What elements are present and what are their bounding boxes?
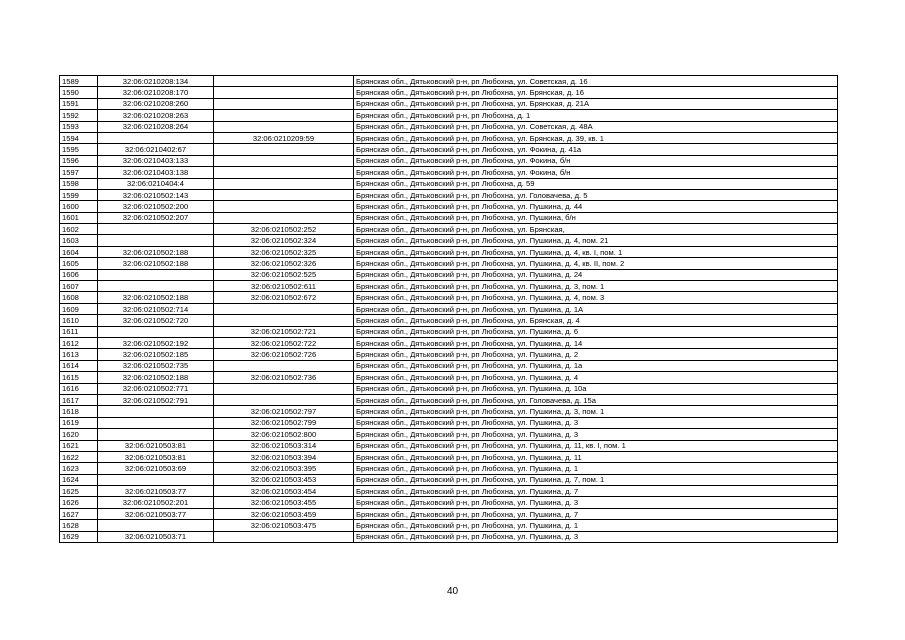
address-cell: Брянская обл., Дятьковский р-н, рп Любохна, ул. Пушкина, д. 44 — [354, 201, 838, 212]
address-cell: Брянская обл., Дятьковский р-н, рп Любохна, ул. Пушкина, д. 3, пом. 1 — [354, 281, 838, 292]
cadastral-number-cell: 32:06:0210503:77 — [98, 508, 214, 519]
cadastral-number-cell: 32:06:0210208:263 — [98, 110, 214, 121]
address-cell: Брянская обл., Дятьковский р-н, рп Любохна, ул. Пушкина, д. 2 — [354, 349, 838, 360]
row-number-cell: 1625 — [60, 486, 98, 497]
address-cell: Брянская обл., Дятьковский р-н, рп Любохна, ул. Пушкина, д. 4, пом. 21 — [354, 235, 838, 246]
row-number-cell: 1603 — [60, 235, 98, 246]
row-number-cell: 1624 — [60, 474, 98, 485]
row-number-cell: 1607 — [60, 281, 98, 292]
table-row — [60, 508, 838, 519]
address-cell: Брянская обл., Дятьковский р-н, рп Любохна, ул. Пушкина, д. 1а — [354, 360, 838, 371]
table-row — [60, 144, 838, 155]
cadastral-number-cell — [98, 326, 214, 337]
row-number-cell: 1622 — [60, 451, 98, 462]
premises-cadastral-number-cell: 32:06:0210502:325 — [214, 246, 354, 257]
row-number-cell: 1608 — [60, 292, 98, 303]
cadastral-number-cell — [98, 224, 214, 235]
address-cell: Брянская обл., Дятьковский р-н, рп Любохна, ул. Пушкина, д. 7 — [354, 486, 838, 497]
cadastral-number-cell: 32:06:0210208:170 — [98, 87, 214, 98]
address-cell: Брянская обл., Дятьковский р-н, рп Любохна, ул. Головачева, д. 15а — [354, 394, 838, 405]
cadastral-number-cell: 32:06:0210503:71 — [98, 531, 214, 542]
premises-cadastral-number-cell — [214, 212, 354, 223]
table-row — [60, 417, 838, 428]
premises-cadastral-number-cell: 32:06:0210503:454 — [214, 486, 354, 497]
address-cell: Брянская обл., Дятьковский р-н, рп Любохна, ул. Пушкина, д. 3 — [354, 417, 838, 428]
premises-cadastral-number-cell — [214, 315, 354, 326]
row-number-cell: 1594 — [60, 132, 98, 143]
table-row — [60, 212, 838, 223]
row-number-cell: 1599 — [60, 189, 98, 200]
row-number-cell: 1613 — [60, 349, 98, 360]
premises-cadastral-number-cell: 32:06:0210502:326 — [214, 258, 354, 269]
premises-cadastral-number-cell: 32:06:0210502:800 — [214, 429, 354, 440]
premises-cadastral-number-cell — [214, 110, 354, 121]
premises-cadastral-number-cell — [214, 394, 354, 405]
property-registry-table — [59, 75, 838, 543]
cadastral-number-cell — [98, 132, 214, 143]
cadastral-number-cell: 32:06:0210502:771 — [98, 383, 214, 394]
address-cell: Брянская обл., Дятьковский р-н, рп Любохна, ул. Брянская, — [354, 224, 838, 235]
cadastral-number-cell: 32:06:0210502:188 — [98, 292, 214, 303]
row-number-cell: 1590 — [60, 87, 98, 98]
address-cell: Брянская обл., Дятьковский р-н, рп Любохна, ул. Пушкина, д. 1 — [354, 463, 838, 474]
row-number-cell: 1623 — [60, 463, 98, 474]
row-number-cell: 1591 — [60, 98, 98, 109]
premises-cadastral-number-cell: 32:06:0210503:395 — [214, 463, 354, 474]
table-row — [60, 429, 838, 440]
table-row — [60, 463, 838, 474]
address-cell: Брянская обл., Дятьковский р-н, рп Любохна, ул. Пушкина, д. 3, пом. 1 — [354, 406, 838, 417]
row-number-cell: 1605 — [60, 258, 98, 269]
premises-cadastral-number-cell: 32:06:0210503:314 — [214, 440, 354, 451]
cadastral-number-cell: 32:06:0210208:264 — [98, 121, 214, 132]
address-cell: Брянская обл., Дятьковский р-н, рп Любохна, ул. Брянская, д. 4 — [354, 315, 838, 326]
table-row — [60, 269, 838, 280]
table-row — [60, 121, 838, 132]
table-row — [60, 474, 838, 485]
premises-cadastral-number-cell — [214, 531, 354, 542]
premises-cadastral-number-cell: 32:06:0210502:736 — [214, 372, 354, 383]
table-row — [60, 224, 838, 235]
table-row — [60, 360, 838, 371]
address-cell: Брянская обл., Дятьковский р-н, рп Любохна, ул. Пушкина, д. 24 — [354, 269, 838, 280]
row-number-cell: 1598 — [60, 178, 98, 189]
table-row — [60, 531, 838, 542]
cadastral-number-cell: 32:06:0210502:201 — [98, 497, 214, 508]
table-row — [60, 281, 838, 292]
address-cell: Брянская обл., Дятьковский р-н, рп Любохна, ул. Пушкина, д. 3 — [354, 497, 838, 508]
cadastral-number-cell: 32:06:0210403:133 — [98, 155, 214, 166]
address-cell: Брянская обл., Дятьковский р-н, рп Любохна, д. 59 — [354, 178, 838, 189]
table-row — [60, 292, 838, 303]
row-number-cell: 1618 — [60, 406, 98, 417]
cadastral-number-cell: 32:06:0210404:4 — [98, 178, 214, 189]
row-number-cell: 1626 — [60, 497, 98, 508]
table-row — [60, 326, 838, 337]
premises-cadastral-number-cell — [214, 360, 354, 371]
table-row — [60, 497, 838, 508]
row-number-cell: 1609 — [60, 303, 98, 314]
cadastral-number-cell: 32:06:0210502:188 — [98, 372, 214, 383]
cadastral-number-cell — [98, 429, 214, 440]
table-row — [60, 303, 838, 314]
address-cell: Брянская обл., Дятьковский р-н, рп Любохна, д. 1 — [354, 110, 838, 121]
address-cell: Брянская обл., Дятьковский р-н, рп Любохна, ул. Фокина, б/н — [354, 167, 838, 178]
cadastral-number-cell: 32:06:0210502:143 — [98, 189, 214, 200]
cadastral-number-cell — [98, 269, 214, 280]
table-row — [60, 189, 838, 200]
cadastral-number-cell: 32:06:0210502:200 — [98, 201, 214, 212]
cadastral-number-cell — [98, 474, 214, 485]
premises-cadastral-number-cell: 32:06:0210503:455 — [214, 497, 354, 508]
table-row — [60, 178, 838, 189]
row-number-cell: 1629 — [60, 531, 98, 542]
premises-cadastral-number-cell: 32:06:0210502:611 — [214, 281, 354, 292]
address-cell: Брянская обл., Дятьковский р-н, рп Любохна, ул. Пушкина, д. 14 — [354, 337, 838, 348]
cadastral-number-cell: 32:06:0210208:134 — [98, 76, 214, 87]
cadastral-number-cell: 32:06:0210502:188 — [98, 258, 214, 269]
table-row — [60, 167, 838, 178]
premises-cadastral-number-cell: 32:06:0210209:59 — [214, 132, 354, 143]
cadastral-number-cell: 32:06:0210503:81 — [98, 451, 214, 462]
row-number-cell: 1597 — [60, 167, 98, 178]
address-cell: Брянская обл., Дятьковский р-н, рп Любохна, ул. Брянская, д. 21А — [354, 98, 838, 109]
address-cell: Брянская обл., Дятьковский р-н, рп Любохна, ул. Советская, д. 48А — [354, 121, 838, 132]
cadastral-number-cell: 32:06:0210502:207 — [98, 212, 214, 223]
address-cell: Брянская обл., Дятьковский р-н, рп Любохна, ул. Фокина, д. 41а — [354, 144, 838, 155]
address-cell: Брянская обл., Дятьковский р-н, рп Любохна, ул. Пушкина, д. 3 — [354, 531, 838, 542]
row-number-cell: 1610 — [60, 315, 98, 326]
address-cell: Брянская обл., Дятьковский р-н, рп Любохна, ул. Пушкина, д. 10а — [354, 383, 838, 394]
row-number-cell: 1628 — [60, 520, 98, 531]
table-row — [60, 201, 838, 212]
address-cell: Брянская обл., Дятьковский р-н, рп Любохна, ул. Головачева, д. 5 — [354, 189, 838, 200]
table-row — [60, 235, 838, 246]
premises-cadastral-number-cell: 32:06:0210502:525 — [214, 269, 354, 280]
address-cell: Брянская обл., Дятьковский р-н, рп Любохна, ул. Пушкина, д. 6 — [354, 326, 838, 337]
premises-cadastral-number-cell: 32:06:0210502:799 — [214, 417, 354, 428]
address-cell: Брянская обл., Дятьковский р-н, рп Любохна, ул. Пушкина, д. 1А — [354, 303, 838, 314]
address-cell: Брянская обл., Дятьковский р-н, рп Любохна, ул. Пушкина, д. 4, кв. II, пом. 2 — [354, 258, 838, 269]
premises-cadastral-number-cell — [214, 121, 354, 132]
address-cell: Брянская обл., Дятьковский р-н, рп Любохна, ул. Советская, д. 16 — [354, 76, 838, 87]
premises-cadastral-number-cell — [214, 98, 354, 109]
cadastral-number-cell: 32:06:0210502:192 — [98, 337, 214, 348]
table-row — [60, 155, 838, 166]
premises-cadastral-number-cell: 32:06:0210502:797 — [214, 406, 354, 417]
address-cell: Брянская обл., Дятьковский р-н, рп Любохна, ул. Пушкина, д. 4 — [354, 372, 838, 383]
cadastral-number-cell — [98, 235, 214, 246]
premises-cadastral-number-cell: 32:06:0210503:475 — [214, 520, 354, 531]
premises-cadastral-number-cell — [214, 189, 354, 200]
premises-cadastral-number-cell: 32:06:0210503:394 — [214, 451, 354, 462]
page-number: 40 — [446, 586, 459, 597]
row-number-cell: 1620 — [60, 429, 98, 440]
row-number-cell: 1596 — [60, 155, 98, 166]
table-row — [60, 406, 838, 417]
premises-cadastral-number-cell — [214, 155, 354, 166]
cadastral-number-cell: 32:06:0210502:185 — [98, 349, 214, 360]
cadastral-number-cell: 32:06:0210502:188 — [98, 246, 214, 257]
premises-cadastral-number-cell — [214, 383, 354, 394]
table-row — [60, 372, 838, 383]
table-row — [60, 76, 838, 87]
cadastral-number-cell: 32:06:0210502:720 — [98, 315, 214, 326]
premises-cadastral-number-cell — [214, 167, 354, 178]
row-number-cell: 1604 — [60, 246, 98, 257]
row-number-cell: 1617 — [60, 394, 98, 405]
table-row — [60, 451, 838, 462]
table-row — [60, 337, 838, 348]
cadastral-number-cell — [98, 520, 214, 531]
premises-cadastral-number-cell: 32:06:0210502:726 — [214, 349, 354, 360]
table-row — [60, 315, 838, 326]
table-row — [60, 98, 838, 109]
cadastral-number-cell: 32:06:0210503:81 — [98, 440, 214, 451]
row-number-cell: 1601 — [60, 212, 98, 223]
table-row — [60, 383, 838, 394]
table-row — [60, 132, 838, 143]
row-number-cell: 1616 — [60, 383, 98, 394]
row-number-cell: 1611 — [60, 326, 98, 337]
row-number-cell: 1612 — [60, 337, 98, 348]
row-number-cell: 1615 — [60, 372, 98, 383]
row-number-cell: 1614 — [60, 360, 98, 371]
cadastral-number-cell — [98, 406, 214, 417]
address-cell: Брянская обл., Дятьковский р-н, рп Любохна, ул. Фокина, б/н — [354, 155, 838, 166]
premises-cadastral-number-cell: 32:06:0210502:722 — [214, 337, 354, 348]
cadastral-number-cell: 32:06:0210503:77 — [98, 486, 214, 497]
row-number-cell: 1592 — [60, 110, 98, 121]
address-cell: Брянская обл., Дятьковский р-н, рп Любохна, ул. Брянская, д. 16 — [354, 87, 838, 98]
address-cell: Брянская обл., Дятьковский р-н, рп Любохна, ул. Пушкина, д. 4, пом. 3 — [354, 292, 838, 303]
row-number-cell: 1593 — [60, 121, 98, 132]
cadastral-number-cell: 32:06:0210503:69 — [98, 463, 214, 474]
premises-cadastral-number-cell — [214, 144, 354, 155]
address-cell: Брянская обл., Дятьковский р-н, рп Любохна, ул. Брянская, д. 39, кв. 1 — [354, 132, 838, 143]
row-number-cell: 1602 — [60, 224, 98, 235]
cadastral-number-cell — [98, 417, 214, 428]
address-cell: Брянская обл., Дятьковский р-н, рп Любохна, ул. Пушкина, д. 7 — [354, 508, 838, 519]
address-cell: Брянская обл., Дятьковский р-н, рп Любохна, ул. Пушкина, д. 4, кв. I, пом. 1 — [354, 246, 838, 257]
table-row — [60, 440, 838, 451]
address-cell: Брянская обл., Дятьковский р-н, рп Любохна, ул. Пушкина, д. 1 — [354, 520, 838, 531]
premises-cadastral-number-cell — [214, 178, 354, 189]
premises-cadastral-number-cell — [214, 76, 354, 87]
row-number-cell: 1619 — [60, 417, 98, 428]
cadastral-number-cell — [98, 281, 214, 292]
premises-cadastral-number-cell: 32:06:0210502:252 — [214, 224, 354, 235]
table-row — [60, 87, 838, 98]
cadastral-number-cell: 32:06:0210502:714 — [98, 303, 214, 314]
cadastral-number-cell: 32:06:0210208:260 — [98, 98, 214, 109]
address-cell: Брянская обл., Дятьковский р-н, рп Любохна, ул. Пушкина, д. 3 — [354, 429, 838, 440]
premises-cadastral-number-cell — [214, 303, 354, 314]
table-row — [60, 486, 838, 497]
cadastral-number-cell: 32:06:0210502:791 — [98, 394, 214, 405]
address-cell: Брянская обл., Дятьковский р-н, рп Любохна, ул. Пушкина, д. 7, пом. 1 — [354, 474, 838, 485]
premises-cadastral-number-cell: 32:06:0210502:324 — [214, 235, 354, 246]
cadastral-number-cell: 32:06:0210403:138 — [98, 167, 214, 178]
row-number-cell: 1600 — [60, 201, 98, 212]
address-cell: Брянская обл., Дятьковский р-н, рп Любохна, ул. Пушкина, д. 11 — [354, 451, 838, 462]
address-cell: Брянская обл., Дятьковский р-н, рп Любохна, ул. Пушкина, д. 11, кв. I, пом. 1 — [354, 440, 838, 451]
table-row — [60, 520, 838, 531]
table-row — [60, 394, 838, 405]
cadastral-number-cell: 32:06:0210502:735 — [98, 360, 214, 371]
address-cell: Брянская обл., Дятьковский р-н, рп Любохна, ул. Пушкина, б/н — [354, 212, 838, 223]
row-number-cell: 1595 — [60, 144, 98, 155]
table-row — [60, 246, 838, 257]
row-number-cell: 1589 — [60, 76, 98, 87]
premises-cadastral-number-cell: 32:06:0210502:672 — [214, 292, 354, 303]
premises-cadastral-number-cell: 32:06:0210503:453 — [214, 474, 354, 485]
row-number-cell: 1606 — [60, 269, 98, 280]
row-number-cell: 1627 — [60, 508, 98, 519]
premises-cadastral-number-cell — [214, 87, 354, 98]
premises-cadastral-number-cell — [214, 201, 354, 212]
table-row — [60, 110, 838, 121]
table-row — [60, 258, 838, 269]
row-number-cell: 1621 — [60, 440, 98, 451]
premises-cadastral-number-cell: 32:06:0210502:721 — [214, 326, 354, 337]
table-row — [60, 349, 838, 360]
registry-table-body — [60, 76, 838, 543]
premises-cadastral-number-cell: 32:06:0210503:459 — [214, 508, 354, 519]
cadastral-number-cell: 32:06:0210402:67 — [98, 144, 214, 155]
